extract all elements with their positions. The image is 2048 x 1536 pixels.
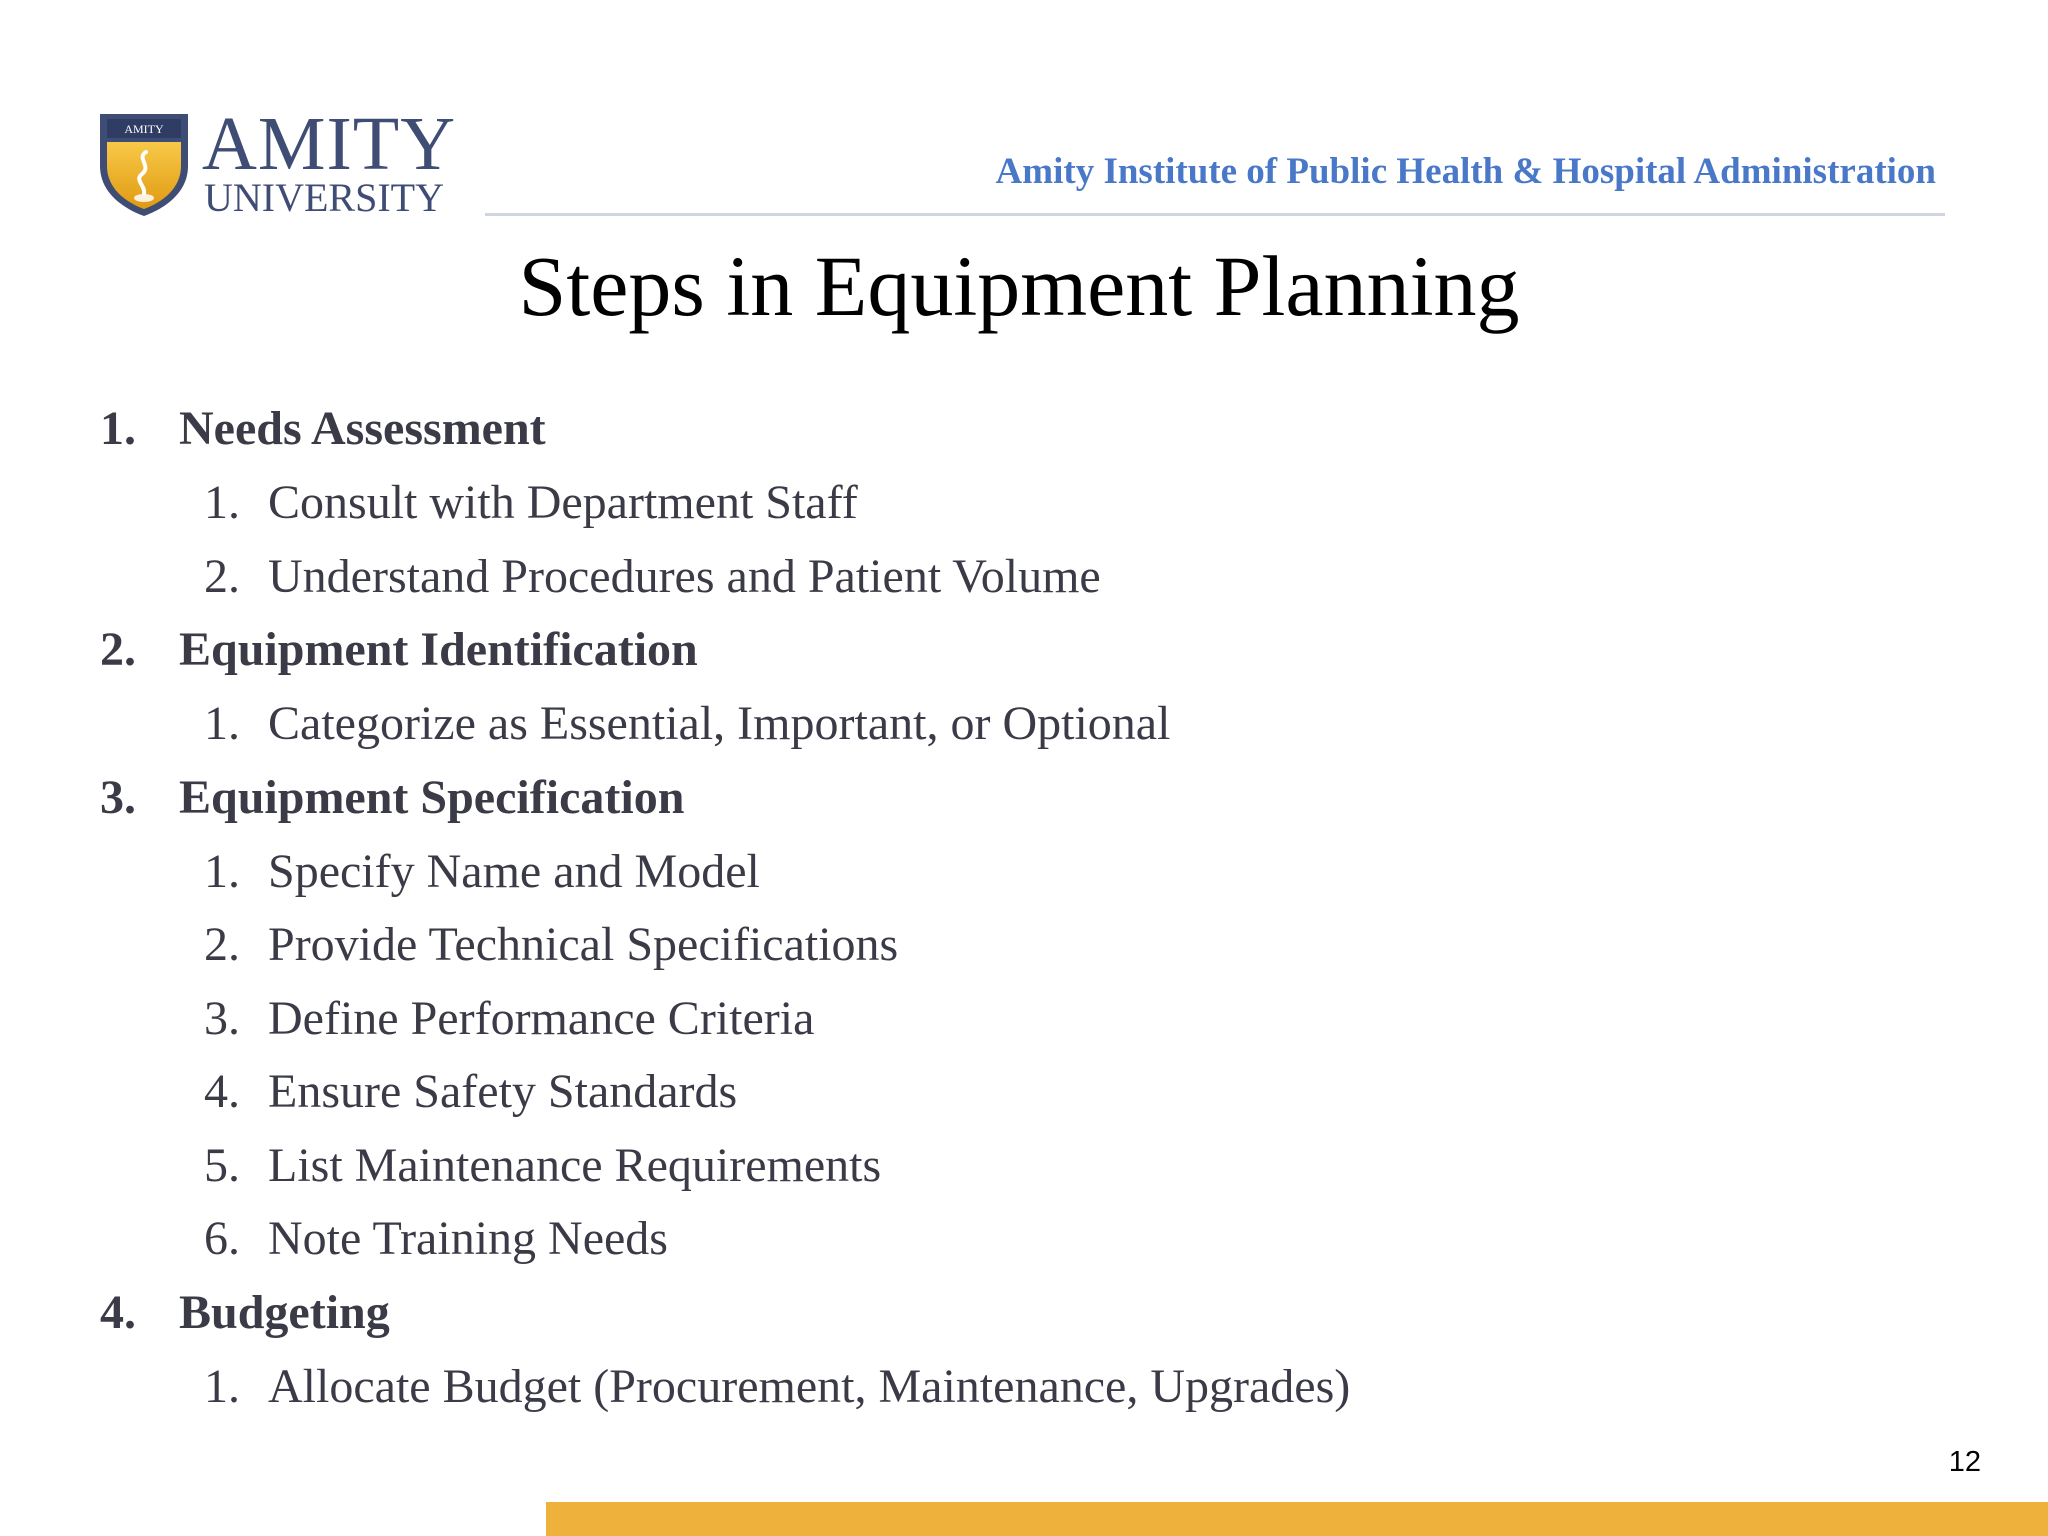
sub-step-text: Provide Technical Specifications (268, 918, 899, 971)
sub-step-number: 1. (204, 476, 240, 529)
footer-bar (546, 1502, 2048, 1536)
step-heading (100, 761, 1980, 835)
steps-list (100, 392, 1980, 1423)
sub-step-text: Note Training Needs (268, 1212, 668, 1265)
svg-text:AMITY: AMITY (124, 122, 164, 136)
institute-name: Amity Institute of Public Health & Hospital Administration (995, 151, 1936, 192)
step-label: Equipment Specification (179, 770, 685, 824)
sub-step (100, 982, 1980, 1056)
sub-step (100, 1202, 1980, 1276)
logo-wordmark: AMITY (202, 102, 457, 186)
sub-step-number: 6. (204, 1212, 240, 1265)
sub-step-number: 3. (204, 991, 240, 1045)
sub-step-number: 1. (204, 1359, 240, 1413)
sub-step (100, 540, 1980, 614)
sub-step (100, 1129, 1980, 1203)
sub-step-text: Categorize as Essential, Important, or Optional (268, 697, 1171, 750)
amity-logo (96, 102, 457, 224)
sub-step (100, 1055, 1980, 1129)
sub-step (100, 835, 1980, 909)
sub-step-text: List Maintenance Requirements (268, 1138, 882, 1192)
step-heading (100, 392, 1980, 466)
header-divider (485, 213, 1945, 216)
step-heading (100, 1276, 1980, 1350)
sub-step-text: Consult with Department Staff (268, 476, 858, 529)
step-number: 2. (100, 623, 136, 676)
sub-step-text: Specify Name and Model (268, 844, 760, 898)
page-number: 12 (1948, 1446, 1981, 1478)
sub-step-number: 2. (204, 549, 240, 603)
sub-step-text: Define Performance Criteria (268, 991, 815, 1045)
slide-title (0, 236, 2048, 336)
sub-step (100, 1350, 1980, 1424)
sub-step-number: 2. (204, 918, 240, 971)
slide-title-text: Steps in Equipment Planning (518, 238, 1520, 334)
step-label: Budgeting (179, 1285, 390, 1339)
step-label: Needs Assessment (179, 402, 546, 455)
sub-step (100, 908, 1980, 982)
sub-step-number: 5. (204, 1138, 240, 1192)
amity-shield-icon (96, 108, 192, 220)
sub-step-number: 1. (204, 844, 240, 898)
step-number: 4. (100, 1285, 136, 1339)
sub-step-text: Allocate Budget (Procurement, Maintenance, Upgrades) (268, 1359, 1351, 1413)
sub-step (100, 466, 1980, 540)
sub-step-text: Understand Procedures and Patient Volume (268, 549, 1101, 603)
step-label: Equipment Identification (179, 623, 698, 676)
step-heading (100, 613, 1980, 687)
sub-step (100, 687, 1980, 761)
sub-step-number: 1. (204, 697, 240, 750)
sub-step-number: 4. (204, 1065, 240, 1118)
step-number: 3. (100, 770, 136, 824)
logo-subtitle: UNIVERSITY (204, 175, 444, 220)
step-number: 1. (100, 402, 136, 455)
sub-step-text: Ensure Safety Standards (268, 1065, 738, 1118)
